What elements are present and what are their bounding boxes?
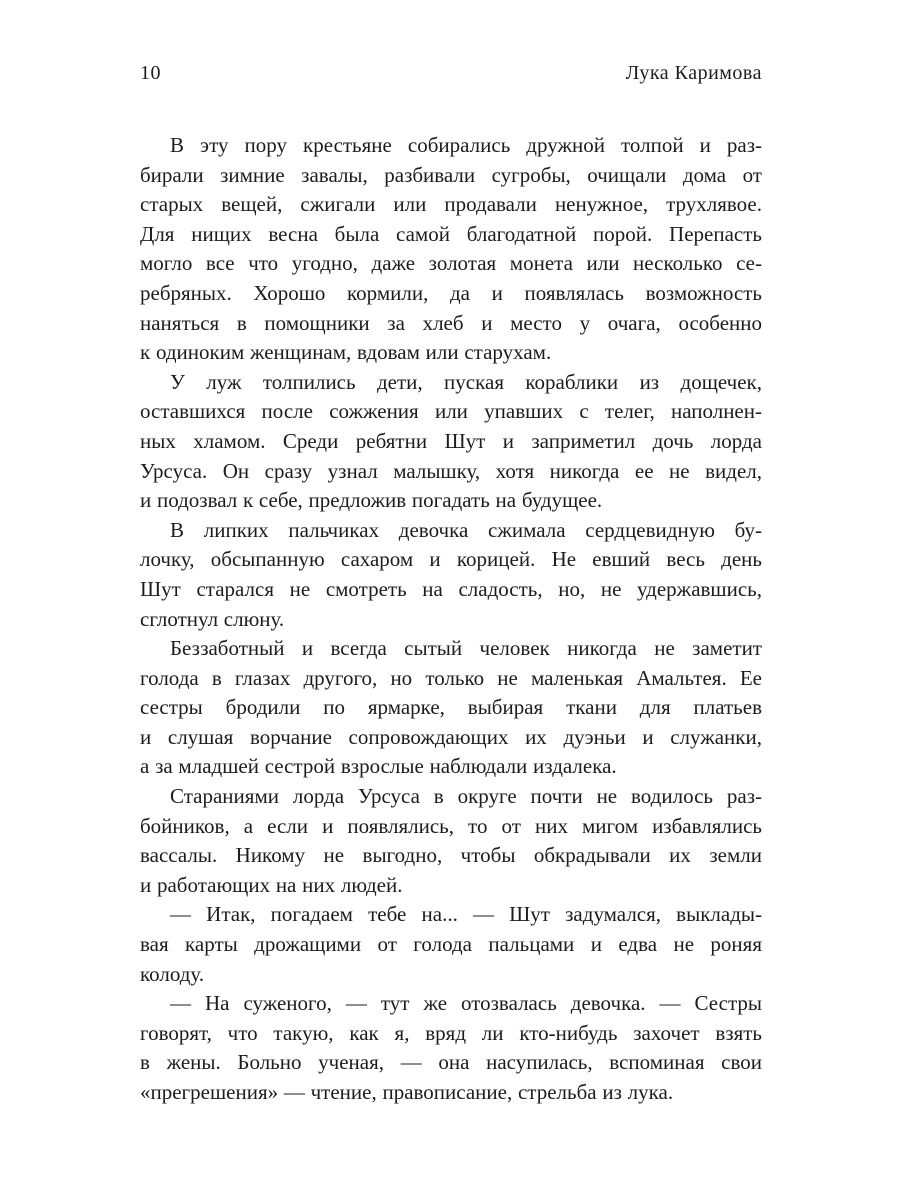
text-line: говорят, что такую, как я, вряд ли кто-нибудь захочет взять [140, 1020, 762, 1045]
text-line: и слушая ворчание сопровождающих их дуэньи и служанки, [140, 724, 762, 749]
text-line: сестры бродили по ярмарке, выбирая ткани для платьев [140, 695, 762, 720]
text-line: В эту пору крестьяне собирались дружной толпой и раз- [170, 133, 762, 157]
text-line: лочку, обсыпанную сахаром и корицей. Не евший весь день [140, 547, 762, 572]
text-line: в жены. Больно ученая, — она насупилась, вспоминая свои [140, 1050, 762, 1075]
text-line: вая карты дрожащими от голода пальцами и едва не роняя [140, 932, 762, 957]
text-line: Стараниями лорда Урсуса в округе почти не водилось раз- [170, 784, 762, 809]
page-body [140, 131, 762, 1108]
text-line: «прегрешения» — чтение, правописание, стрельба из лука. [140, 1080, 674, 1104]
text-line: наняться в помощники за хлеб и место у очага, особенно [140, 310, 762, 335]
text-line: В липких пальчиках девочка сжимала сердцевидную бу- [170, 517, 762, 542]
text-line: ребряных. Хорошо кормили, да и появлялась возможность [140, 280, 762, 305]
paragraph [140, 634, 762, 782]
paragraph [140, 782, 762, 900]
text-line: бирали зимние завалы, разбивали сугробы, очищали дома от [140, 162, 762, 187]
text-line: — Итак, погадаем тебе на... — Шут задумался, выклады- [170, 902, 762, 927]
text-line: голода в глазах другого, но только не маленькая Амальтея. Ее [140, 665, 762, 690]
text-line: У луж толпились дети, пуская кораблики из дощечек, [170, 369, 762, 394]
text-line: — На суженого, — тут же отозвалась девочка. — Сестры [170, 991, 762, 1016]
text-line: старых вещей, сжигали или продавали ненужное, трухлявое. [140, 192, 762, 217]
text-line: сглотнул слюну. [140, 606, 285, 631]
text-line: ных хламом. Среди ребятни Шут и заприметил дочь лорда [140, 428, 762, 453]
text-line: Для нищих весна была самой благодатной порой. Перепасть [140, 221, 762, 246]
paragraph [140, 516, 762, 634]
text-line: Беззаботный и всегда сытый человек никогда не заметит [170, 636, 762, 661]
page-number: 10 [140, 62, 161, 84]
running-head-author: Лука Каримова [625, 62, 762, 84]
text-line: оставшихся после сожжения или упавших с телег, наполнен- [140, 399, 762, 424]
paragraph [140, 131, 762, 368]
text-line: колоду. [140, 961, 205, 986]
text-line: Шут старался не смотреть на сладость, но, не удержавшись, [140, 576, 762, 601]
text-line: а за младшей сестрой взрослые наблюдали издалека. [140, 754, 617, 779]
text-line: бойников, а если и появлялись, то от них мигом избавлялись [140, 813, 762, 838]
text-line: и подозвал к себе, предложив погадать на будущее. [140, 488, 603, 513]
text-line: могло все что угодно, даже золотая монета или несколько се- [140, 251, 762, 276]
text-line: и работающих на них людей. [140, 872, 403, 897]
paragraph [140, 989, 762, 1107]
paragraph [140, 368, 762, 516]
text-line: Урсуса. Он сразу узнал малышку, хотя никогда ее не видел, [140, 458, 762, 483]
running-head [140, 62, 762, 85]
paragraph [140, 900, 762, 989]
text-line: вассалы. Никому не выгодно, чтобы обкрадывали их земли [140, 843, 762, 868]
text-line: к одиноким женщинам, вдовам или старухам. [140, 340, 552, 365]
